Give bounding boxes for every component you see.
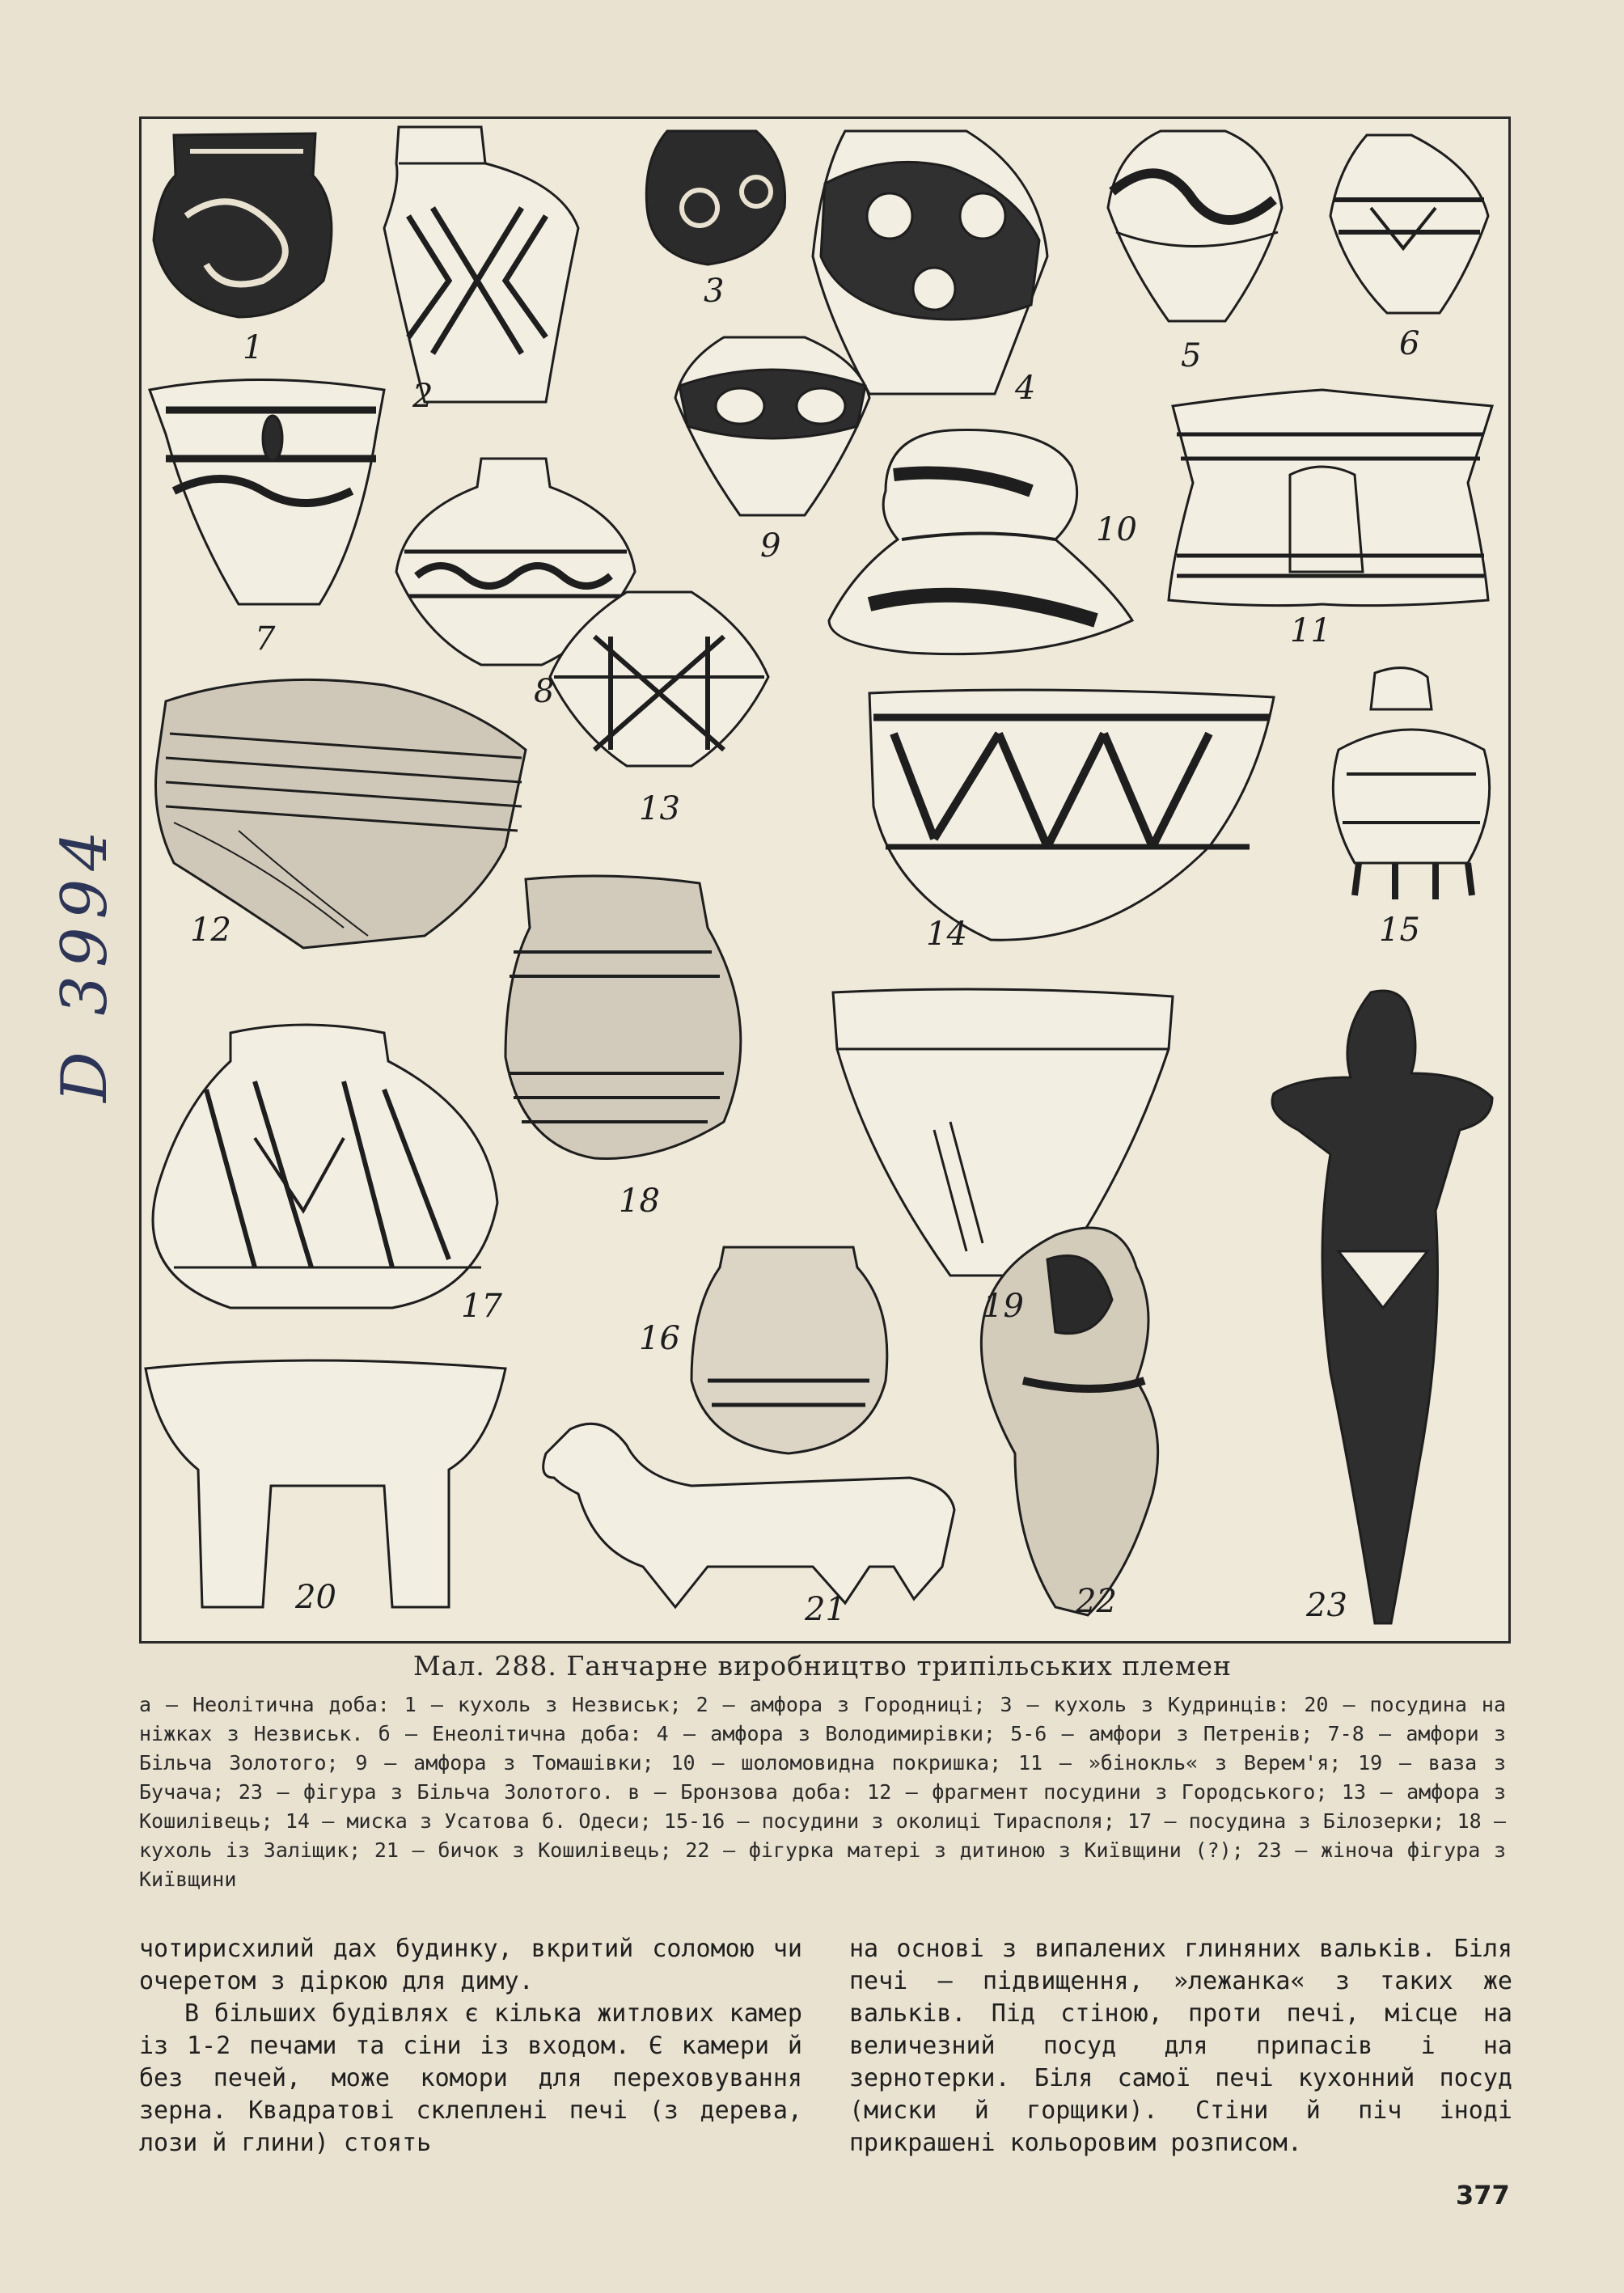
figure-number-19: 19 <box>983 1288 1024 1325</box>
figure-number-20: 20 <box>295 1579 336 1616</box>
figure-number-13: 13 <box>639 790 680 827</box>
vessel-3 <box>646 131 785 264</box>
page-number: 377 <box>1456 2180 1510 2211</box>
figurine-22 <box>981 1228 1157 1615</box>
text-column-right <box>849 1933 1512 2160</box>
vessel-11-binocular <box>1169 390 1492 606</box>
vessel-4 <box>813 131 1047 394</box>
figure-number-7: 7 <box>255 620 276 658</box>
figure-number-6: 6 <box>1399 325 1420 362</box>
vessel-14-bowl <box>869 690 1274 940</box>
figure-number-22: 22 <box>1076 1583 1117 1620</box>
vessel-2 <box>384 127 578 402</box>
paragraph-left-1: чотирисхилий дах будинку, вкритий соломою чи очеретом з діркою для диму. <box>139 1935 802 1995</box>
vessel-15 <box>1333 668 1489 899</box>
vessel-6 <box>1330 135 1488 313</box>
vessel-1 <box>154 133 332 317</box>
figurine-21-bull <box>543 1424 954 1607</box>
figure-number-15: 15 <box>1379 912 1420 949</box>
vessel-17 <box>153 1025 497 1308</box>
vessel-7 <box>150 380 384 605</box>
figure-number-12: 12 <box>190 912 231 949</box>
figure-number-18: 18 <box>619 1182 660 1220</box>
figure-number-9: 9 <box>760 527 781 565</box>
figure-number-16: 16 <box>639 1320 680 1357</box>
vessel-12-fragment <box>156 679 527 948</box>
figure-number-3: 3 <box>704 273 725 310</box>
vessel-19 <box>833 989 1173 1276</box>
vessel-20 <box>146 1360 505 1607</box>
figure-number-4: 4 <box>1015 370 1036 407</box>
figure-number-8: 8 <box>534 673 555 710</box>
figure-number-10: 10 <box>1096 511 1137 548</box>
figure-number-14: 14 <box>926 916 967 953</box>
vessel-18 <box>505 876 741 1158</box>
figure-number-21: 21 <box>805 1591 846 1628</box>
text-column-left <box>139 1933 802 2160</box>
pottery-plate <box>139 116 1511 1644</box>
figure-number-2: 2 <box>412 378 433 415</box>
vessel-16 <box>691 1247 887 1453</box>
figure-number-5: 5 <box>1181 337 1202 374</box>
figure-number-11: 11 <box>1290 612 1331 649</box>
figure-number-1: 1 <box>243 329 264 366</box>
figure-number-17: 17 <box>461 1288 502 1325</box>
figurine-23 <box>1272 991 1492 1623</box>
paragraph-right-1: на основі з випалених глиняних вальків. Біля печі — підвищення, »лежанка« з таких же вальків. Під стіною, проти печі, місце на величезний посуд для припасів і на зернотерки. Біля самої печі кухонний посуд (миски й горщики). Стіни й піч іноді прикрашені кольоровим розписом. <box>849 1935 1512 2157</box>
figure-caption-body: а — Неолітична доба: 1 — кухоль з Незвиськ; 2 — амфора з Городниці; 3 — кухоль з Кудринців: 20 — посудина на ніжках з Незвиськ. б — Енеолітична доба: 4 — амфора з Володимирівки; 5-6 — амфори з Петренів; 7-8 — амфори з Більча Золотого; 9 — амфора з Томашівки; 10 — шоломовидна покришка; 11 — »бінокль« з Верем'я; 19 — ваза з Бучача; 23 — фігура з Більча Золотого. в — Бронзова доба: 12 — фрагмент посудини з Городського; 13 — амфора з Кошилівець; 14 — миска з Усатова б. Одеси; 15-16 — посудини з околиці Тирасполя; 17 — посудина з Білозерки; 18 — кухоль із Заліщик; 21 — бичок з Кошилівець; 22 — фігурка матері з дитиною з Київщини (?); 23 — жіноча фігура з Київщини <box>139 1693 1506 1891</box>
vessel-9 <box>675 337 869 515</box>
figure-number-23: 23 <box>1306 1587 1347 1624</box>
figure-caption-title: Мал. 288. Ганчарне виробництво трипільських племен <box>412 1650 1233 1682</box>
handwritten-catalog-mark: D 3994 <box>49 823 121 1102</box>
pottery-illustrations <box>142 119 1508 1641</box>
vessel-5 <box>1108 131 1282 321</box>
paragraph-left-2: В більших будівлях є кілька житлових камер із 1-2 печами та сіни із входом. Є камери й без печей, може комори для переховування зерна. Квадратові склеплені печі (з дерева, лози й глини) стоять <box>139 1999 802 2157</box>
vessel-10-lid <box>829 430 1132 654</box>
